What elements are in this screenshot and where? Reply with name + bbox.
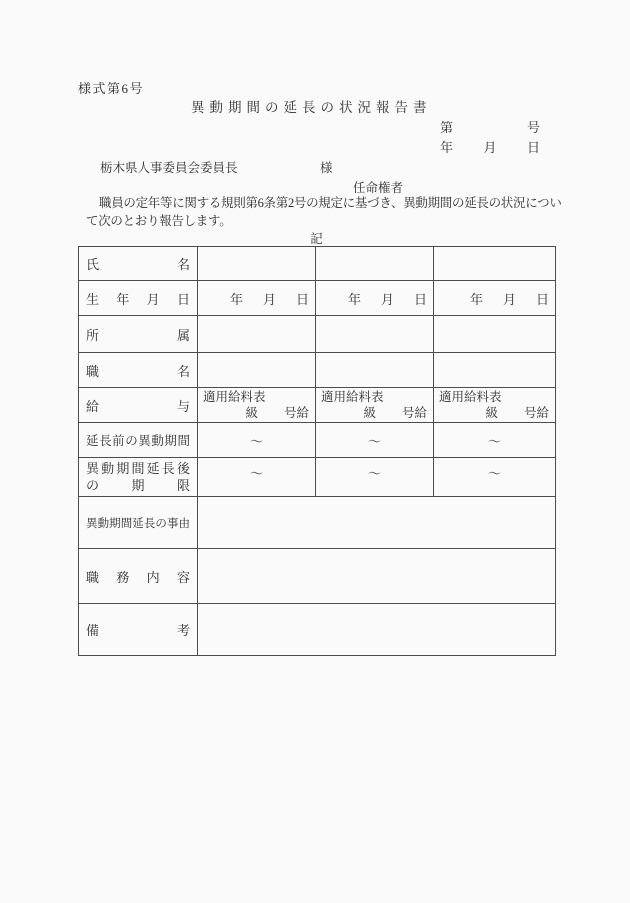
row-label-name: 氏 名	[79, 247, 198, 281]
affiliation-cell-3	[434, 316, 556, 353]
row-extension-reason	[79, 497, 556, 549]
body-paragraph	[86, 194, 562, 230]
addressee-line	[100, 158, 400, 176]
body-line-1: 職員の定年等に関する規則第6条第2号の規定に基づき、異動期間の延長の状況につい	[99, 196, 562, 210]
salary-table-label: 適用給料表	[439, 390, 502, 404]
grade-label: 級	[363, 406, 376, 420]
row-label-birthdate: 生 年 月 日	[79, 281, 198, 316]
year-label: 年	[229, 291, 243, 307]
row-label-duties: 職 務 内 容	[79, 549, 198, 604]
month-label: 月	[262, 291, 276, 307]
doc-number-date-block	[440, 118, 540, 158]
extension-reason-cell	[198, 497, 556, 549]
doc-number-suffix: 号	[526, 120, 540, 135]
row-label-salary: 給 与	[79, 388, 198, 423]
duties-cell	[198, 549, 556, 604]
step-label: 号給	[523, 406, 549, 420]
period-before-cell-2	[316, 423, 434, 458]
birthdate-cell-2	[316, 281, 434, 316]
step-label: 号給	[283, 406, 309, 420]
date-year-label: 年	[440, 140, 454, 155]
day-label: 日	[413, 291, 427, 307]
report-table	[78, 246, 556, 656]
name-cell-3	[434, 247, 556, 281]
row-label-remarks: 備 考	[79, 604, 198, 656]
period-before-cell-1	[198, 423, 316, 458]
doc-date-line	[440, 138, 540, 158]
deadline-after-cell-3	[434, 458, 556, 497]
period-before-cell-3	[434, 423, 556, 458]
range-tilde: ～	[367, 433, 381, 449]
row-label-period-before: 延 長 前 の 異 動 期 間	[79, 423, 198, 458]
salary-cell-1	[198, 388, 316, 423]
month-label: 月	[502, 291, 516, 307]
grade-label: 級	[485, 406, 498, 420]
appointer-label: 任命権者	[353, 181, 404, 195]
affiliation-cell-1	[198, 316, 316, 353]
month-label: 月	[380, 291, 394, 307]
salary-cell-3	[434, 388, 556, 423]
date-month-label: 月	[483, 140, 497, 155]
salary-table-label: 適用給料表	[321, 390, 384, 404]
job-title-cell-1	[198, 353, 316, 388]
name-cell-2	[316, 247, 434, 281]
job-title-cell-2	[316, 353, 434, 388]
row-period-before	[79, 423, 556, 458]
addressee-honorific: 様	[320, 161, 333, 175]
row-remarks	[79, 604, 556, 656]
salary-cell-2	[316, 388, 434, 423]
day-label: 日	[295, 291, 309, 307]
row-salary	[79, 388, 556, 423]
doc-number-line	[440, 118, 540, 138]
job-title-cell-3	[434, 353, 556, 388]
row-label-job-title: 職 名	[79, 353, 198, 388]
range-tilde: ～	[487, 466, 501, 481]
salary-table-label: 適用給料表	[203, 390, 266, 404]
body-line-2: て次のとおり報告します。	[86, 214, 232, 228]
deadline-after-cell-2	[316, 458, 434, 497]
row-job-title	[79, 353, 556, 388]
record-mark: 記	[310, 232, 323, 246]
birthdate-cell-3	[434, 281, 556, 316]
row-label-deadline-after: 異 動 期 間 延 長 後 の 期 限	[79, 458, 198, 497]
grade-label: 級	[245, 406, 258, 420]
row-label-affiliation: 所 属	[79, 316, 198, 353]
range-tilde: ～	[367, 466, 381, 481]
birthdate-cell-1	[198, 281, 316, 316]
range-tilde: ～	[487, 433, 501, 449]
year-label: 年	[469, 291, 483, 307]
form-number: 様式第6号	[78, 81, 145, 96]
page-title: 異動期間の延長の状況報告書	[191, 100, 432, 115]
affiliation-cell-2	[316, 316, 434, 353]
row-affiliation	[79, 316, 556, 353]
deadline-after-cell-1	[198, 458, 316, 497]
year-label: 年	[347, 291, 361, 307]
day-label: 日	[535, 291, 549, 307]
range-tilde: ～	[249, 466, 263, 481]
row-deadline-after	[79, 458, 556, 497]
step-label: 号給	[401, 406, 427, 420]
remarks-cell	[198, 604, 556, 656]
row-duties	[79, 549, 556, 604]
row-birthdate	[79, 281, 556, 316]
row-name	[79, 247, 556, 281]
date-day-label: 日	[526, 140, 540, 155]
name-cell-1	[198, 247, 316, 281]
doc-number-prefix: 第	[440, 120, 454, 135]
addressee-name: 栃木県人事委員会委員長	[100, 161, 238, 175]
row-label-extension-reason: 異 動 期 間 延 長 の 事 由	[79, 497, 198, 549]
range-tilde: ～	[249, 433, 263, 449]
